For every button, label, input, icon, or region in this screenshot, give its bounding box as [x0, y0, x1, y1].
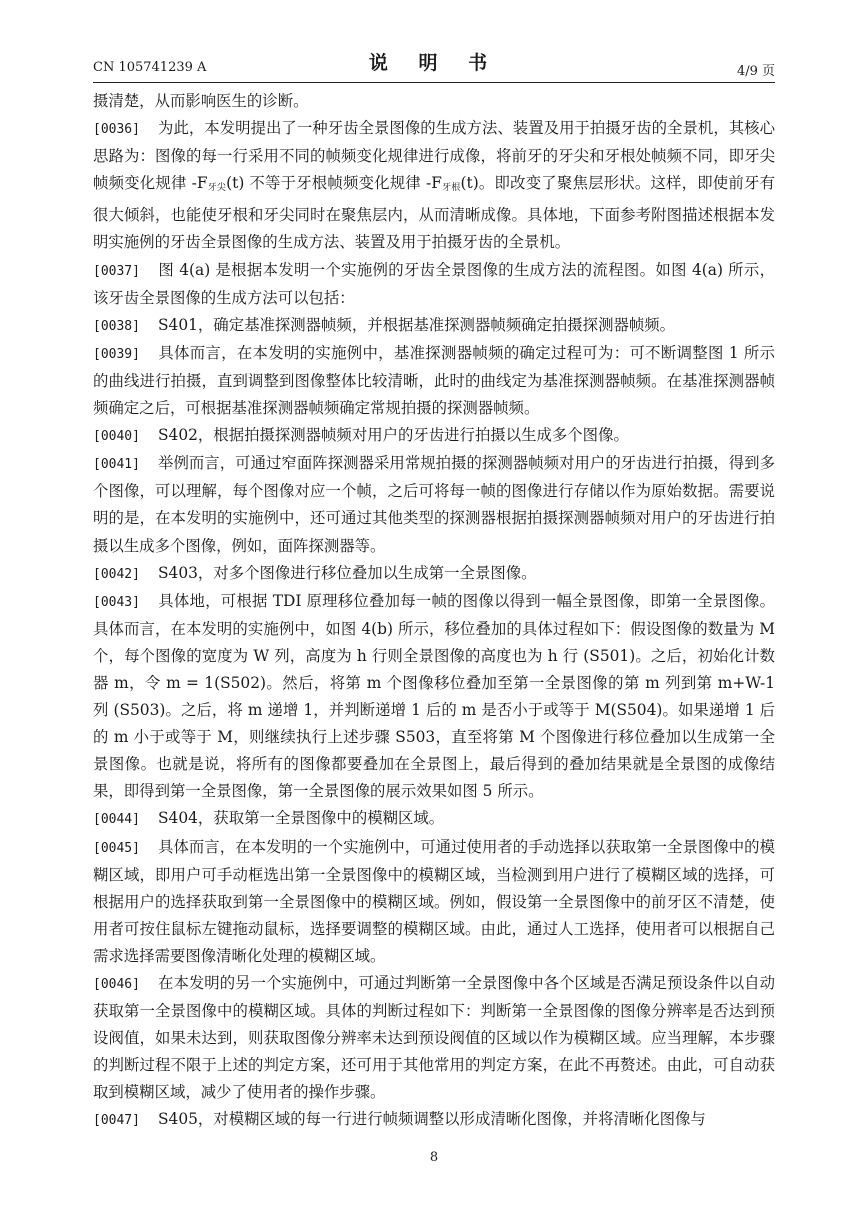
paragraph-0041	[93, 450, 775, 559]
paragraph-text: S404，获取第一全景图像中的模糊区域。	[158, 809, 445, 828]
paragraph-0039	[93, 340, 775, 422]
paragraph	[93, 88, 775, 115]
paragraph-text: (t) 不等于牙根帧频变化规律 -F	[226, 174, 442, 193]
paragraph-number: [0036]	[93, 122, 140, 138]
paragraph-number: [0046]	[93, 977, 140, 992]
paragraph-text: S402，根据拍摄探测器帧频对用户的牙齿进行拍摄以生成多个图像。	[158, 426, 629, 445]
paragraph-text: S401，确定基准探测器帧频，并根据基准探测器帧频确定拍摄探测器帧频。	[158, 315, 676, 334]
paragraph-text: S405，对模糊区域的每一行进行帧频调整以形成清晰化图像，并将清晰化图像与	[158, 1110, 706, 1129]
paragraph-number: [0044]	[93, 812, 140, 828]
paragraph-0036	[93, 115, 775, 256]
document-title: 说 明 书	[368, 52, 500, 74]
page-header	[93, 48, 775, 80]
paragraph-0044	[93, 805, 775, 833]
paragraph-text: 摄清楚，从而影响医生的诊断。	[93, 92, 309, 110]
paragraph-number: [0038]	[93, 318, 140, 334]
paragraph-0047	[93, 1106, 775, 1134]
paragraph-number: [0041]	[93, 457, 140, 473]
page-reference: 4/9 页	[736, 64, 775, 79]
paragraph-text: 具体而言，在本发明的实施例中，基准探测器帧频的确定过程可为：可不断调整图 1 所示的曲线进行拍摄，直到调整到图像整体比较清晰，此时的曲线定为基准探测器帧频。在基准探测器帧频确定之后，可根据基准探测器帧频确定常规拍摄的探测器帧频。	[93, 343, 775, 418]
paragraph-text: 具体而言，在本发明的一个实施例中，可通过使用者的手动选择以获取第一全景图像中的模糊区域，即用户可手动框选出第一全景图像中的模糊区域，当检测到用户进行了模糊区域的选择，可根据用户的选择获取到第一全景图像中的模糊区域。例如，假设第一全景图像中的前牙区不清楚，使用者可按住鼠标左键拖动鼠标，选择要调整的模糊区域。由此，通过人工选择，使用者可以根据自己需求选择需要图像清晰化处理的模糊区域。	[93, 837, 775, 965]
paragraph-0042	[93, 560, 775, 588]
paragraph-0038	[93, 312, 775, 340]
paragraph-text: (t)。即改变了聚焦层形状。这样，即使前牙有很大倾斜，也能使牙根和牙尖同时在聚焦层内，从而清晰成像。具体地，下面参考附图描述根据本发明实施例的牙齿全景图像的生成方法、装置及用于拍摄牙齿的全景机。	[93, 174, 775, 252]
paragraph-0040	[93, 422, 775, 450]
paragraph-text: 图 4(a) 是根据本发明一个实施例的牙齿全景图像的生成方法的流程图。如图 4(a) 所示，该牙齿全景图像的生成方法可以包括：	[93, 260, 775, 307]
paragraph-number: [0043]	[93, 594, 140, 610]
paragraph-text: 举例而言，可通过窄面阵探测器采用常规拍摄的探测器帧频对用户的牙齿进行拍摄，得到多个图像，可以理解，每个图像对应一个帧，之后可将每一帧的图像进行存储以作为原始数据。需要说明的是，在本发明的实施例中，还可通过其他类型的探测器根据拍摄探测器帧频对用户的牙齿进行拍摄以生成多个图像，例如，面阵探测器等。	[93, 454, 775, 555]
paragraph-number: [0037]	[93, 263, 140, 279]
paragraph-number: [0047]	[93, 1113, 140, 1129]
paragraph-number: [0042]	[93, 566, 140, 582]
header-rule	[93, 82, 775, 83]
paragraph-text: 具体地，可根据 TDI 原理移位叠加每一帧的图像以得到一幅全景图像，即第一全景图像。具体而言，在本发明的实施例中，如图 4(b) 所示，移位叠加的具体过程如下：假设图像的数量为 M 个，每个图像的宽度为 W 列，高度为 h 行则全景图像的高度也为 h 行 (S501)。之后，初始化计数器 m，令 m = 1(S502)。然后，将第 m 个图像移位叠加至第一全景图像的第 m 列到第 m+W-1 列 (S503)。之后，将 m 递增 1，并判断递增 1 后的 m 是否小于或等于 M(S504)。如果递增 1 后的 m 小于或等于 M，则继续执行上述步骤 S503，直至将第 M 个图像进行移位叠加以生成第一全景图像。也就是说，将所有的图像都要叠加在全景图上，最后得到的叠加结果就是全景图的成像结果，即得到第一全景图像，第一全景图像的展示效果如图 5 所示。	[93, 591, 775, 801]
paragraph-number: [0039]	[93, 346, 140, 362]
document-body	[93, 88, 775, 1135]
paragraph-0045	[93, 834, 775, 970]
subscript: 牙根	[441, 183, 461, 194]
paragraph-number: [0040]	[93, 429, 140, 445]
paragraph-text: S403，对多个图像进行移位叠加以生成第一全景图像。	[158, 563, 537, 582]
subscript: 牙尖	[207, 183, 227, 194]
paragraph-0043	[93, 588, 775, 806]
page-number: 8	[429, 1150, 439, 1165]
paragraph-number: [0045]	[93, 840, 140, 856]
paragraph-0037	[93, 257, 775, 312]
patent-number: CN 105741239 A	[93, 60, 207, 75]
paragraph-text: 为此，本发明提出了一种牙齿全景图像的生成方法、装置及用于拍摄牙齿的全景机，其核心思路为：图像的每一行采用不同的帧频变化规律进行成像，将前牙的牙尖和牙根处帧频不同，即牙尖帧频变化规律 -F	[93, 119, 775, 193]
paragraph-text: 在本发明的另一个实施例中，可通过判断第一全景图像中各个区域是否满足预设条件以自动获取第一全景图像中的模糊区域。具体的判断过程如下：判断第一全景图像的图像分辨率是否达到预设阀值，如果未达到，则获取图像分辨率未达到预设阀值的区域以作为模糊区域。应当理解，本步骤的判断过程不限于上述的判定方案，还可用于其他常用的判定方案，在此不再赘述。由此，可自动获取到模糊区域，减少了使用者的操作步骤。	[93, 974, 775, 1102]
paragraph-0046	[93, 970, 775, 1106]
